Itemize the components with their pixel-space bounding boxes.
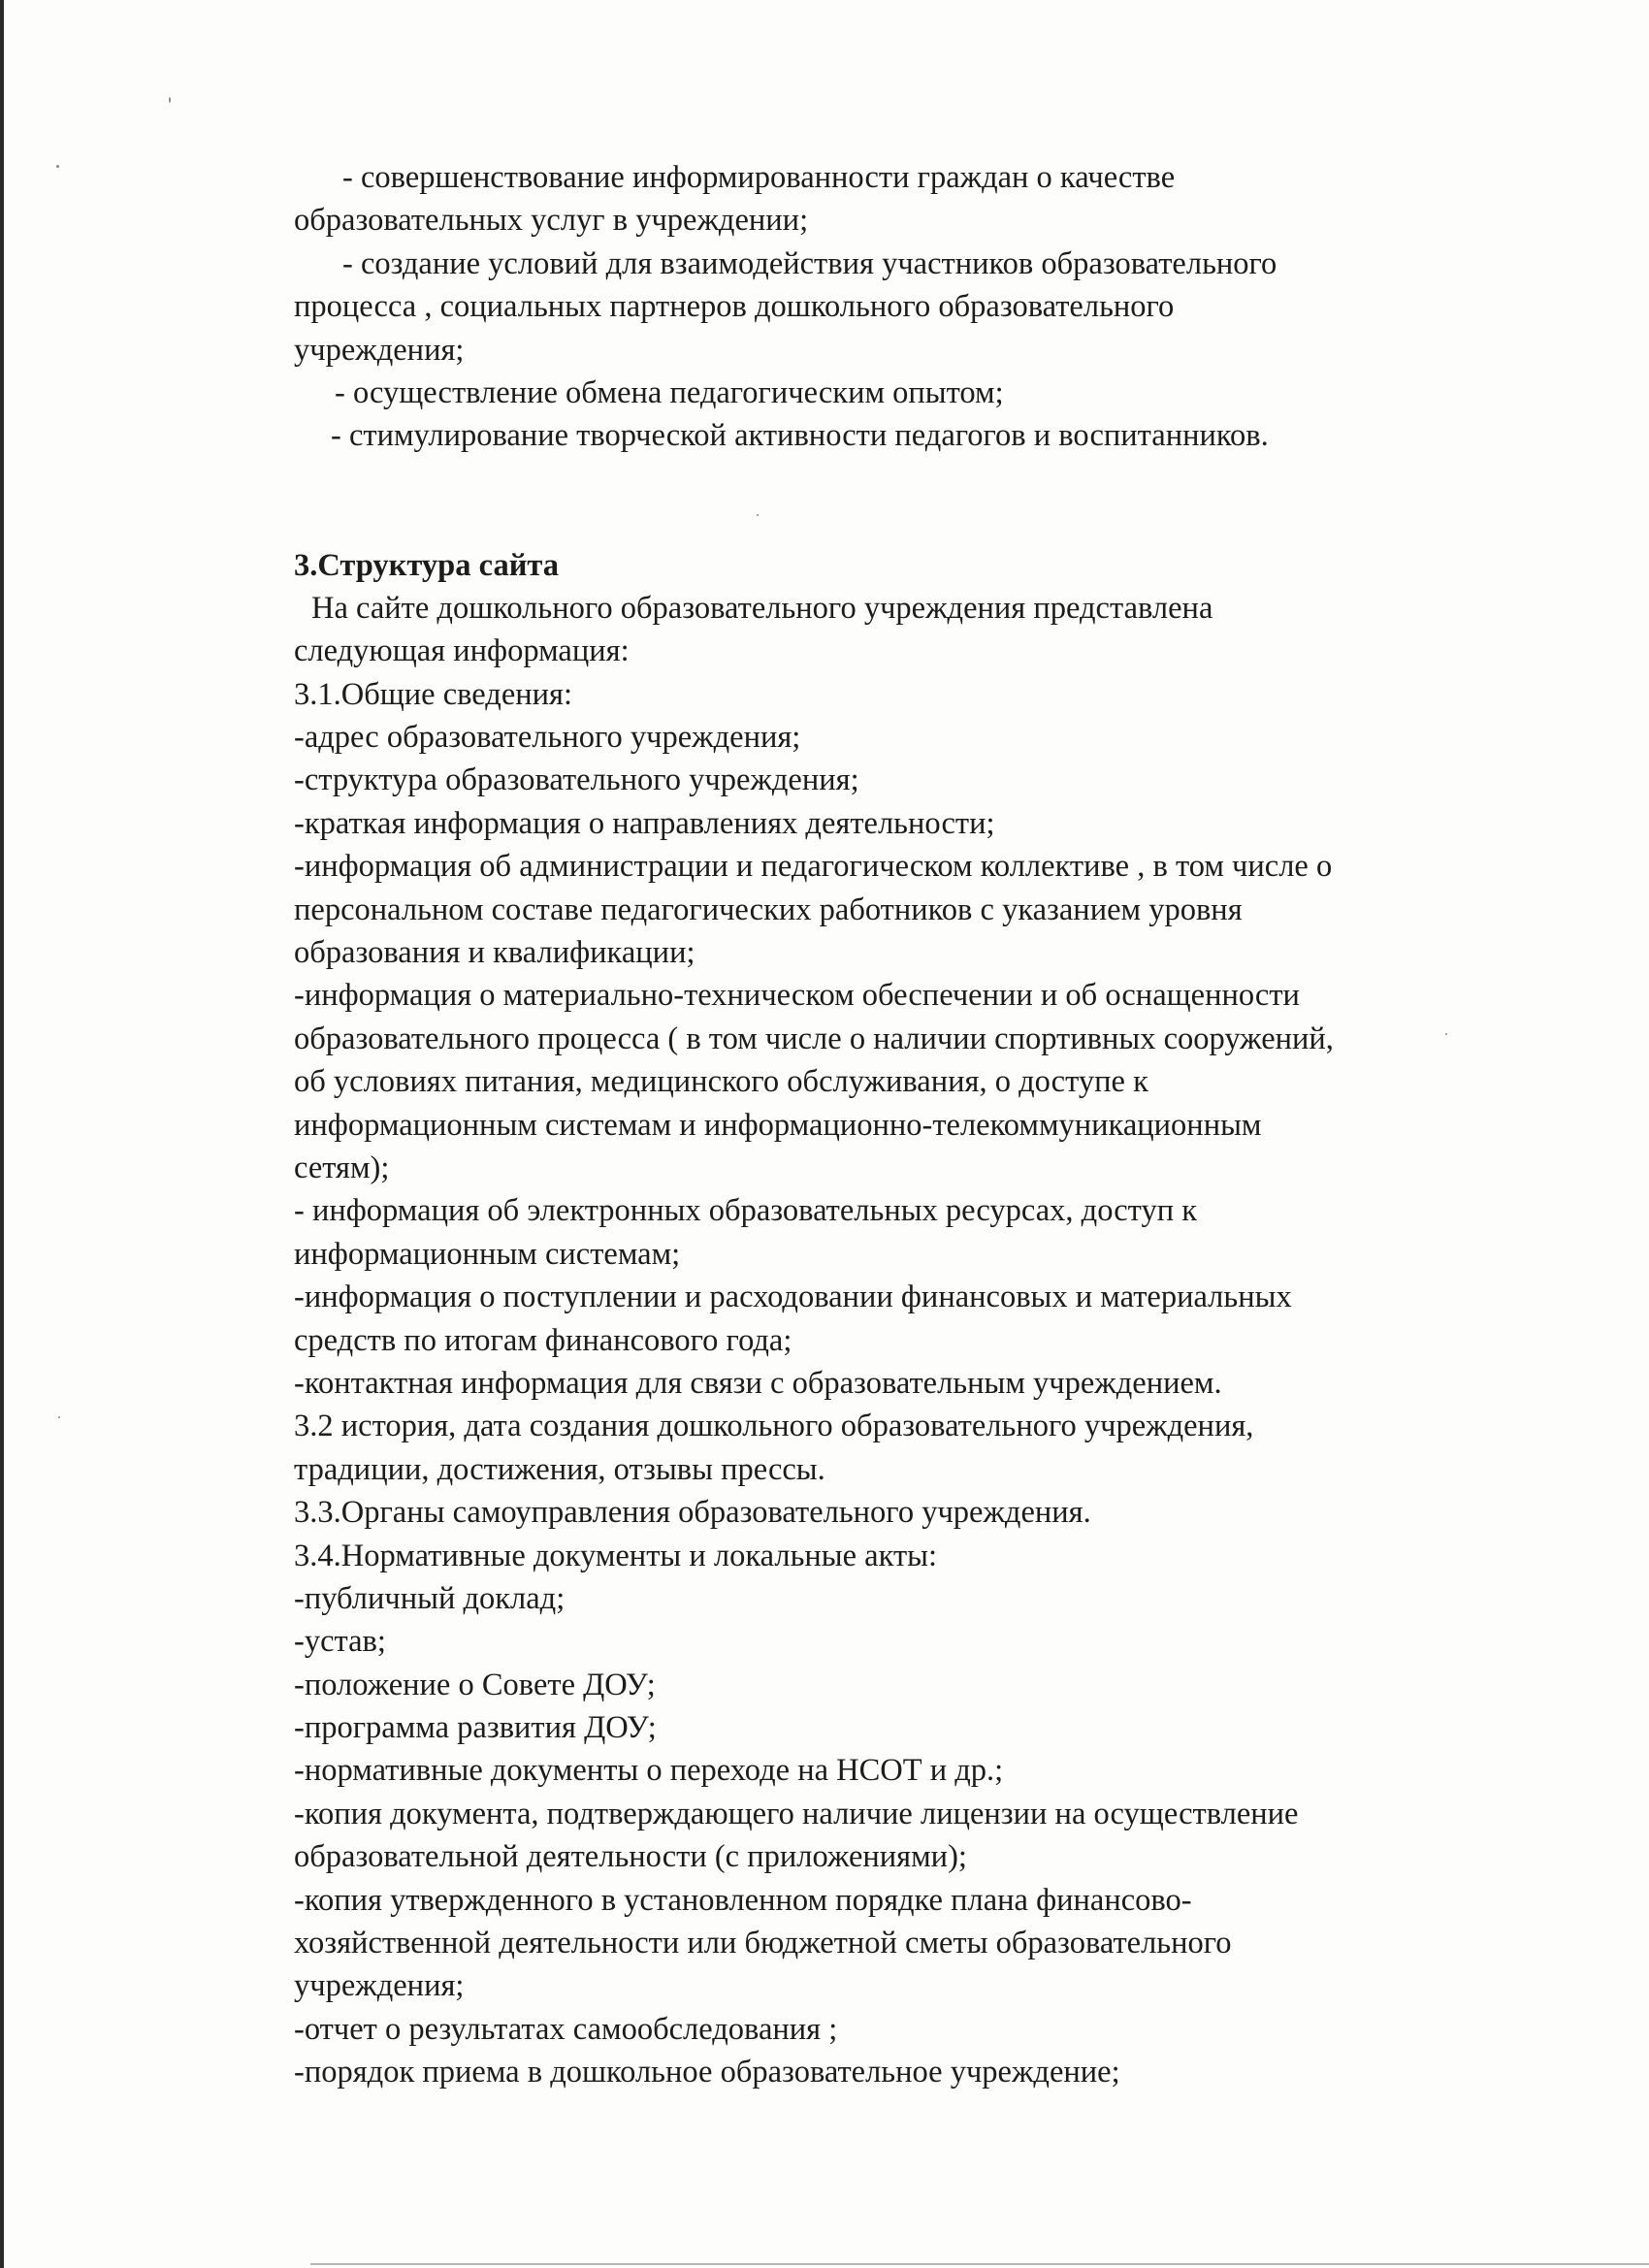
text-line: -программа развития ДОУ; — [294, 1710, 657, 1746]
text-line: образовательной деятельности (с приложениями); — [294, 1839, 967, 1875]
text-line: - информация об электронных образовательных ресурсах, доступ к — [294, 1193, 1198, 1229]
section-heading: 3.Структура сайта — [294, 547, 560, 583]
text-line: -контактная информация для связи с образовательным учреждением. — [294, 1365, 1222, 1401]
text-line: 3.2 история, дата создания дошкольного образовательного учреждения, — [294, 1409, 1254, 1444]
text-line: -информация о поступлении и расходовании финансовых и материальных — [294, 1280, 1292, 1315]
text-line: традиции, достижения, отзывы прессы. — [294, 1451, 825, 1487]
scan-speck — [169, 97, 171, 103]
text-line: -краткая информация о направлениях деятельности; — [294, 805, 995, 841]
text-line: -информация об администрации и педагогическом коллективе , в том числе о — [294, 849, 1333, 885]
text-line: На сайте дошкольного образовательного учреждения представлена — [311, 590, 1213, 626]
text-line: информационным системам; — [294, 1236, 681, 1272]
text-line: учреждения; — [294, 332, 465, 368]
text-line: средств по итогам финансового года; — [294, 1322, 792, 1358]
scan-speck — [58, 1416, 60, 1418]
section-list — [294, 673, 1584, 2094]
text-line: -копия утвержденного в установленном порядке плана финансово- — [294, 1882, 1192, 1918]
blank-line — [294, 458, 1584, 501]
text-line: образовательных услуг в учреждении; — [294, 203, 809, 239]
text-line: информационным системам и информационно-телекоммуникационным — [294, 1107, 1262, 1143]
text-line: -адрес образовательного учреждения; — [294, 720, 801, 756]
document-body — [294, 156, 1584, 2094]
text-line: об условиях питания, медицинского обслуживания, о доступе к — [294, 1064, 1148, 1100]
paragraph-experience-exchange — [294, 372, 1584, 414]
text-line: 3.3.Органы самоуправления образовательного учреждения. — [294, 1495, 1091, 1531]
scan-bottom-line — [310, 2263, 1649, 2265]
text-line: -устав; — [294, 1624, 386, 1660]
text-line: следующая информация: — [294, 633, 630, 669]
text-line: хозяйственной деятельности или бюджетной сметы образовательного — [294, 1926, 1232, 1961]
text-line: -нормативные документы о переходе на НСОТ и др.; — [294, 1753, 1004, 1789]
text-line: 3.4.Нормативные документы и локальные акты: — [294, 1538, 938, 1573]
blank-line — [294, 501, 1584, 543]
text-line: -порядок приема в дошкольное образовательное учреждение; — [294, 2055, 1120, 2090]
text-line: - осуществление обмена педагогическим опытом; — [335, 374, 1004, 410]
paragraph-creative-activity — [294, 414, 1584, 457]
scan-speck — [56, 165, 59, 168]
text-line: процесса , социальных партнеров дошкольного образовательного — [294, 289, 1175, 325]
text-line: -отчет о результатах самообследования ; — [294, 2011, 838, 2047]
text-line: образовательного процесса ( в том числе о наличии спортивных сооружений, — [294, 1021, 1334, 1056]
text-line: - создание условий для взаимодействия участников образовательного — [342, 245, 1277, 281]
text-line: -структура образовательного учреждения; — [294, 762, 859, 798]
paragraph-informing — [294, 156, 1584, 243]
section-intro — [294, 587, 1584, 673]
text-line: -копия документа, подтверждающего наличие лицензии на осуществление — [294, 1796, 1299, 1831]
text-line: -положение о Совете ДОУ; — [294, 1667, 656, 1702]
paragraph-interaction — [294, 243, 1584, 372]
text-line: 3.1.Общие сведения: — [294, 676, 573, 712]
scan-page-edge — [0, 0, 4, 2268]
text-line: сетям); — [294, 1150, 390, 1185]
text-line: -публичный доклад; — [294, 1580, 566, 1616]
text-line: образования и квалификации; — [294, 935, 695, 971]
text-line: - совершенствование информированности граждан о качестве — [342, 160, 1176, 195]
text-line: - стимулирование творческой активности педагогов и воспитанников. — [331, 418, 1269, 454]
text-line: учреждения; — [294, 1968, 465, 2004]
text-line: -информация о материально-техническом обеспечении и об оснащенности — [294, 978, 1300, 1014]
text-line: персональном составе педагогических работников с указанием уровня — [294, 891, 1243, 927]
